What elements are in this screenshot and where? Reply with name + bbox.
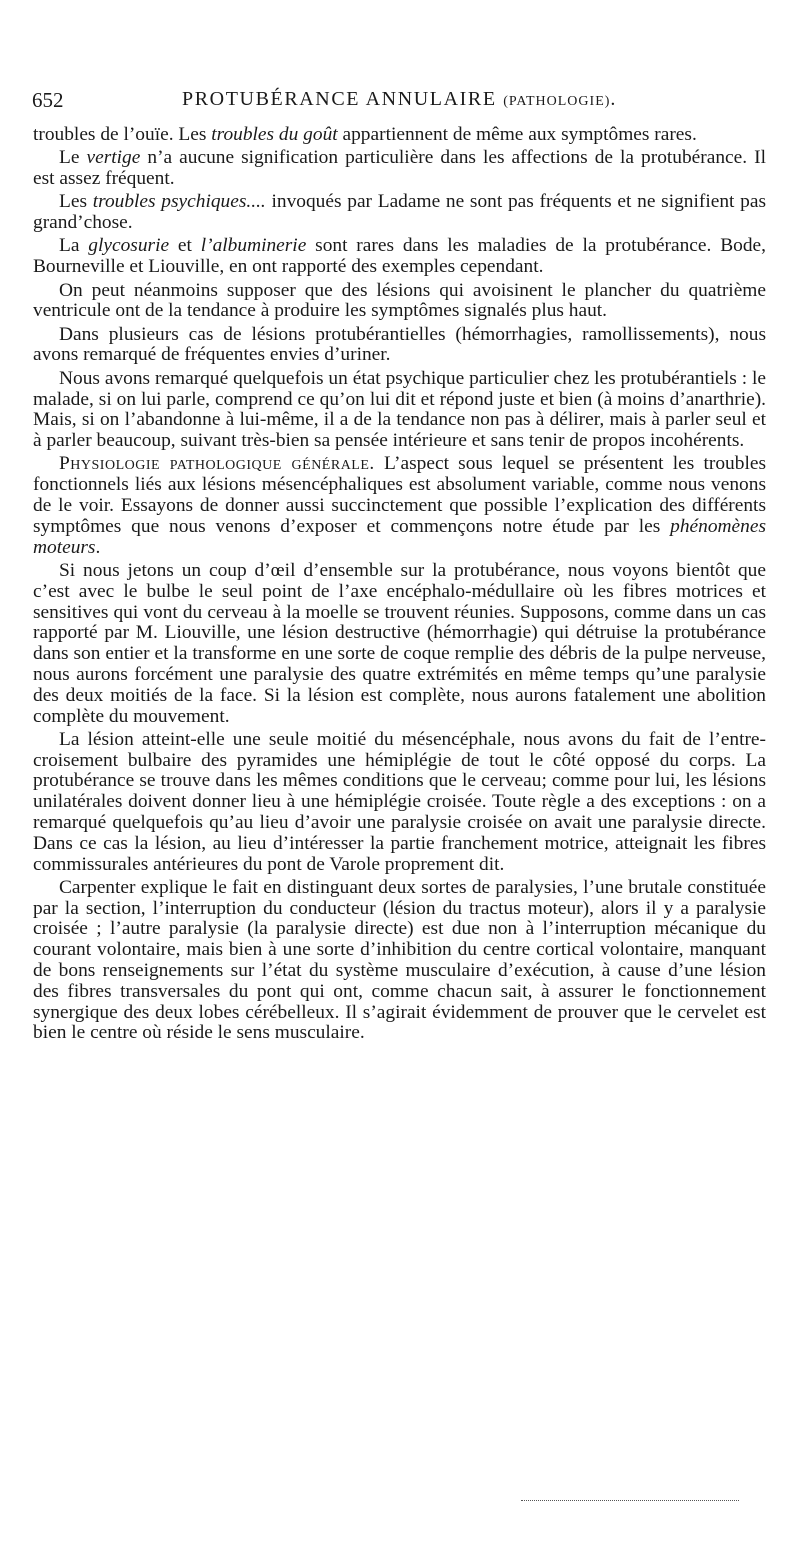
text-segment: Le <box>59 147 87 169</box>
text-segment: invoqués par Ladame ne sont pas fréquents et ne signifient pas grand’chose. <box>33 191 766 234</box>
italic-term: troubles psychiques.... <box>92 191 266 213</box>
text-segment: Dans plusieurs cas de lésions protubérantielles (hémorrhagies, ramollissements), nous avons remarqué de fréquentes envies d’uriner. <box>33 323 766 366</box>
paragraph <box>33 236 766 278</box>
page-number: 652 <box>32 88 64 112</box>
running-title <box>182 88 617 111</box>
text-segment: Les <box>59 191 93 213</box>
running-title-period: . <box>610 88 618 110</box>
paragraph <box>33 878 766 1044</box>
body-text <box>33 125 766 1044</box>
italic-term: troubles du goût <box>211 124 338 145</box>
paragraph <box>33 454 766 558</box>
paragraph <box>33 192 766 234</box>
text-segment: On peut néanmoins supposer que des lésions qui avoisinent le plancher du quatrième ventricule ont de la tendance à produire les symptômes signalés plus haut. <box>33 279 766 322</box>
text-segment: L’aspect sous lequel se présentent les troubles fonctionnels liés aux lésions mésencéphaliques est absolument variable, comme nous venons de le voir. Essayons de donner aussi succinctement que possible l’explication des différents symptômes que nous venons d’exposer et commençons notre étude par les <box>33 453 766 537</box>
paragraph <box>33 325 766 367</box>
running-title-main: PROTUBÉRANCE ANNULAIRE <box>182 88 497 110</box>
running-header <box>32 88 772 118</box>
text-segment: et <box>169 235 201 257</box>
text-segment: Carpenter explique le fait en distinguant deux sortes de paralysies, l’une brutale constituée par la section, l’interruption du conducteur (lésion du tractus moteur), alors il y a paralysie croisée ; l’autre paralysie (la paralysie directe) est due non à l’interruption mécanique du courant volontaire, mais bien à une sorte d’inhibition du centre cortical volontaire, manquant de bons renseignements sur l’état du système musculaire d’exécution, à cause d’une lésion des fibres transversales du pont qui ont, comme chacun sait, à assurer le fonctionnement synergique des deux lobes cérébelleux. Il s’agirait évidemment de prouver que le cervelet est bien le centre où réside le sens musculaire. <box>33 876 766 1044</box>
text-segment: Nous avons remarqué quelquefois un état psychique particulier chez les protubérantiels : le malade, si on lui parle, comprend ce qu’on lui dit et répond juste et bien (à moins d’anarthrie). Mais, si on l’abandonne à lui-même, il a de la tendance non pas à délirer, mais à parler seul et à parler beaucoup, suivant très-bien sa pensée intérieure et sans tenir de propos incohérents. <box>33 367 766 452</box>
text-segment: n’a aucune signification particulière dans les affections de la protubérance. Il est assez fréquent. <box>33 147 766 190</box>
text-segment: Si nous jetons un coup d’œil d’ensemble sur la protubérance, nous voyons bientôt que c’est avec le bulbe le seul point de l’axe encéphalo-médullaire où les fibres motrices et sensitives qui vont du cerveau à la moelle se trouvent réunies. Supposons, comme dans un cas rapporté par M. Liouville, une lésion destructive (hémorrhagie) qui détruise la protubérance dans son entier et la transforme en une sorte de coque remplie des débris de la pulpe nerveuse, nous aurons forcément une paralysie des quatre extrémités en même temps qu’une paralysie des deux moitiés de la face. Si la lésion est complète, nous aurons fatalement une abolition complète du mouvement. <box>33 559 766 727</box>
paragraph <box>33 369 766 452</box>
paragraph <box>33 730 766 876</box>
italic-term: glycosurie <box>88 235 170 257</box>
paragraph <box>33 561 766 727</box>
end-rule <box>521 1500 739 1501</box>
running-title-section: (PATHOLOGIE) <box>503 94 611 109</box>
italic-term: phénomènes moteurs <box>33 515 766 558</box>
text-segment: appartiennent de même aux symptômes rares. <box>337 124 697 145</box>
text-segment: La lésion atteint-elle une seule moitié du mésencéphale, nous avons du fait de l’entre-croisement bulbaire des pyramides une hémiplégie de tout le côté opposé du corps. La protubérance se trouve dans les mêmes conditions que le cerveau; comme pour lui, les lésions unilatérales doivent donner lieu à une hémiplégie croisée. Toute règle a des exceptions : on a remarqué quelquefois qu’au lieu d’avoir une paralysie croisée on avait une paralysie directe. Dans ce cas la lésion, au lieu d’intéresser la partie franchement motrice, atteignait les fibres commissurales antérieures du pont de Varole proprement dit. <box>33 728 766 875</box>
section-heading: Physiologie pathologique générale. <box>59 453 375 475</box>
paragraph <box>33 281 766 323</box>
paragraph <box>33 148 766 190</box>
italic-term: vertige <box>86 147 141 169</box>
paragraph <box>33 125 766 146</box>
italic-term: l’albuminerie <box>200 235 307 257</box>
text-segment: . <box>95 536 101 558</box>
text-segment: La <box>59 235 89 257</box>
text-segment: troubles de l’ouïe. Les <box>33 124 212 145</box>
text-segment: sont rares dans les maladies de la protubérance. Bode, Bourneville et Liouville, en ont rapporté des exemples cependant. <box>33 235 766 278</box>
